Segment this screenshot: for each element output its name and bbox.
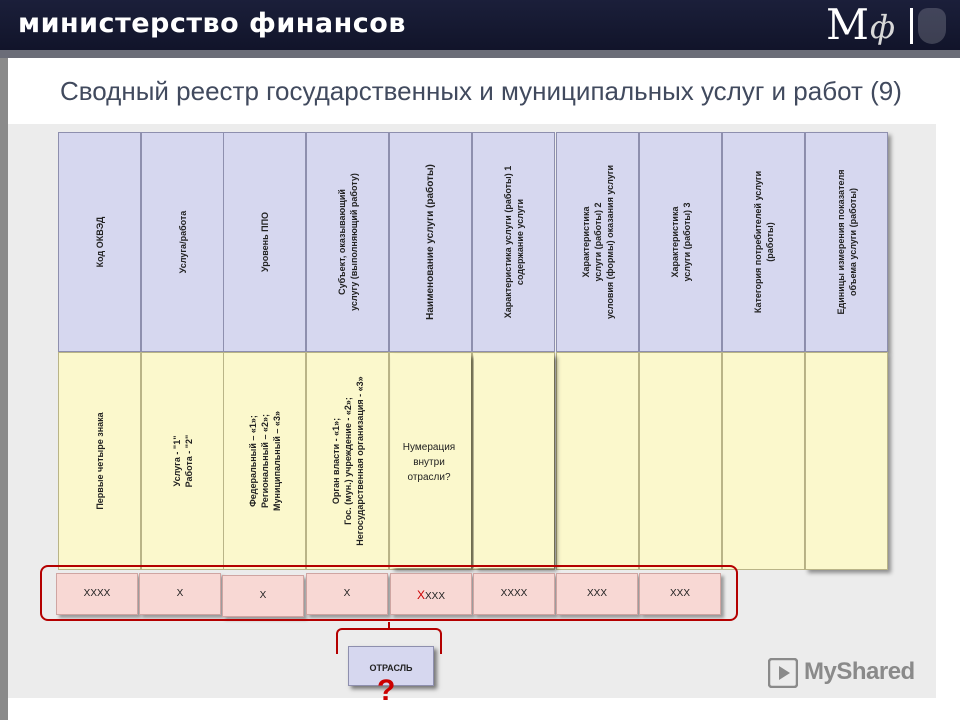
numbering-line: отрасли? (407, 472, 451, 483)
header-cell (722, 132, 805, 352)
body-line: Региональный – «2»; (259, 414, 270, 508)
header-cell (805, 132, 888, 352)
header-line: Характеристика услуги (работы) 1 (502, 165, 513, 319)
code-value: XXX (425, 591, 446, 602)
header-cell-label (336, 173, 360, 311)
body-cell-label (330, 376, 366, 545)
ministry-logo (826, 2, 946, 48)
body-cell (556, 352, 639, 570)
header-line: Категория потребителей услуги (752, 170, 763, 314)
header-cell (58, 132, 141, 352)
code-value: XXX (669, 588, 690, 599)
body-line: Федеральный – «1»; (247, 415, 258, 507)
slide-title: Сводный реестр государственных и муниципальных услуг и работ (9) (60, 76, 902, 106)
code-value: X (259, 590, 267, 601)
header-cell-label (580, 165, 616, 319)
header-line: Характеристика (580, 206, 591, 278)
body-cell-label (171, 435, 195, 488)
header-line: содержание услуги (514, 198, 525, 286)
watermark-text: MyShared (804, 658, 915, 685)
header-cell (141, 132, 224, 352)
header-line: (работы) (764, 222, 775, 262)
myshared-icon (768, 658, 798, 688)
code-value: X (176, 588, 184, 599)
logo-bar (910, 8, 913, 44)
left-edge-bar (0, 58, 8, 720)
body-line: Работа - "2" (183, 434, 194, 488)
header-line: Услуга/работа (177, 210, 188, 274)
header-line: Наименование услуги (работы) (424, 164, 436, 320)
header-line: Субъект, оказывающий (336, 189, 347, 295)
code-red-part: X (416, 588, 425, 602)
ministry-title: министерство финансов (18, 8, 406, 39)
watermark (768, 656, 928, 690)
logo-letter-m: М (826, 0, 870, 49)
code-value: X (343, 588, 351, 599)
body-cell (639, 352, 722, 570)
header-cell-label (669, 202, 693, 281)
header-line: объема услуги (работы) (847, 187, 858, 297)
header-cell (639, 132, 722, 352)
header-line: условия (формы) оказания услуги (604, 164, 615, 320)
body-line: Орган власти - «1»; (330, 417, 341, 505)
body-line: Первые четыре знака (94, 412, 105, 510)
body-line: Негосударственная организация - «3» (354, 376, 365, 546)
body-cell (722, 352, 805, 570)
body-cell (141, 352, 224, 570)
header-cell (389, 132, 472, 352)
header-cell-label (502, 166, 526, 319)
header-cell (306, 132, 389, 352)
top-banner (0, 0, 960, 50)
header-line: Характеристика (669, 206, 680, 278)
header-line: услуги (работы) 2 (592, 202, 603, 282)
header-line: Уровень ППО (259, 211, 270, 273)
code-value: XXX (586, 588, 607, 599)
header-divider (0, 50, 960, 58)
header-cell (223, 132, 306, 352)
body-cell (58, 352, 141, 570)
code-value: XXXX (83, 588, 111, 599)
numbering-text (394, 440, 464, 485)
header-cell-label (752, 171, 776, 313)
code-row-highlight (40, 565, 738, 621)
numbering-line: Нумерация (402, 442, 456, 453)
body-cell (805, 352, 888, 570)
header-cell (472, 132, 555, 352)
characteristic-box (474, 354, 554, 568)
header-line: Код ОКВЭД (94, 216, 105, 268)
body-line: Муниципальный – «3» (271, 411, 282, 511)
header-line: услугу (выполняющий работу) (348, 173, 359, 311)
header-cell-label (835, 170, 859, 315)
body-cell (306, 352, 389, 570)
body-cell (223, 352, 306, 570)
header-cell-label (177, 211, 189, 274)
header-cell (556, 132, 639, 352)
coat-of-arms-icon (918, 8, 946, 44)
logo-letter-f: ф (870, 8, 896, 46)
body-cell-label (94, 412, 106, 509)
otrasl-box: ОТРАСЛЬ (348, 646, 434, 686)
numbering-line: внутри (413, 457, 445, 468)
code-value: XXXX (500, 588, 528, 599)
header-cell-label (259, 212, 271, 272)
header-cell-label (94, 217, 106, 268)
header-line: Единицы измерения показателя (835, 169, 846, 315)
header-cell-label (425, 164, 437, 320)
body-line: Гос. (мун.) учреждение - «2»; (342, 397, 353, 525)
question-mark: ? (377, 674, 396, 707)
body-cell-label (247, 411, 283, 511)
header-line: услуги (работы) 3 (681, 202, 692, 282)
body-line: Услуга - "1" (171, 435, 182, 487)
